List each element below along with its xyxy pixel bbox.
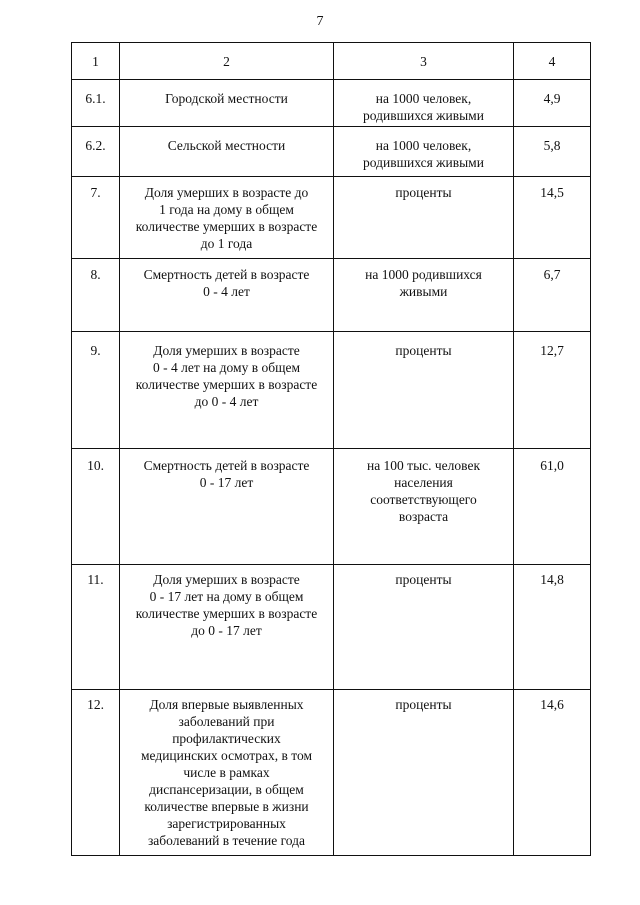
indicator-value: 5,8 bbox=[514, 127, 591, 177]
unit-of-measure: проценты bbox=[334, 332, 514, 449]
column-header: 3 bbox=[334, 43, 514, 80]
indicator-name: Смертность детей в возрасте 0 - 4 лет bbox=[120, 259, 334, 332]
column-header: 2 bbox=[120, 43, 334, 80]
indicator-value: 14,6 bbox=[514, 690, 591, 856]
table-header-row bbox=[72, 43, 591, 80]
indicator-value: 12,7 bbox=[514, 332, 591, 449]
indicator-value: 6,7 bbox=[514, 259, 591, 332]
table-row bbox=[72, 690, 591, 856]
indicator-value: 61,0 bbox=[514, 449, 591, 565]
table-row bbox=[72, 565, 591, 690]
table-row bbox=[72, 332, 591, 449]
indicator-name: Доля умерших в возрасте 0 - 4 лет на дому в общем количестве умерших в возрасте до 0 - 4 лет bbox=[120, 332, 334, 449]
unit-of-measure: проценты bbox=[334, 177, 514, 259]
indicator-name: Доля впервые выявленных заболеваний при профилактических медицинских осмотрах, в том числе в рамках диспансеризации, в общем количестве впервые в жизни зарегистрированных заболеваний в течение года bbox=[120, 690, 334, 856]
column-header: 1 bbox=[72, 43, 120, 80]
unit-of-measure: проценты bbox=[334, 690, 514, 856]
unit-of-measure: на 1000 человек, родившихся живыми bbox=[334, 80, 514, 127]
table-row bbox=[72, 449, 591, 565]
indicator-name: Смертность детей в возрасте 0 - 17 лет bbox=[120, 449, 334, 565]
row-number: 7. bbox=[72, 177, 120, 259]
indicator-name: Городской местности bbox=[120, 80, 334, 127]
row-number: 9. bbox=[72, 332, 120, 449]
column-header: 4 bbox=[514, 43, 591, 80]
table-row bbox=[72, 177, 591, 259]
indicator-value: 14,5 bbox=[514, 177, 591, 259]
unit-of-measure: на 100 тыс. человек населения соответствующего возраста bbox=[334, 449, 514, 565]
indicator-name: Доля умерших в возрасте 0 - 17 лет на дому в общем количестве умерших в возрасте до 0 - 17 лет bbox=[120, 565, 334, 690]
table-row bbox=[72, 259, 591, 332]
table-row bbox=[72, 127, 591, 177]
row-number: 10. bbox=[72, 449, 120, 565]
indicator-name: Доля умерших в возрасте до 1 года на дому в общем количестве умерших в возрасте до 1 года bbox=[120, 177, 334, 259]
indicator-value: 14,8 bbox=[514, 565, 591, 690]
indicators-table bbox=[71, 42, 591, 856]
unit-of-measure: на 1000 человек, родившихся живыми bbox=[334, 127, 514, 177]
row-number: 12. bbox=[72, 690, 120, 856]
indicator-name: Сельской местности bbox=[120, 127, 334, 177]
unit-of-measure: проценты bbox=[334, 565, 514, 690]
row-number: 8. bbox=[72, 259, 120, 332]
table-row bbox=[72, 80, 591, 127]
unit-of-measure: на 1000 родившихся живыми bbox=[334, 259, 514, 332]
row-number: 6.1. bbox=[72, 80, 120, 127]
row-number: 11. bbox=[72, 565, 120, 690]
indicator-value: 4,9 bbox=[514, 80, 591, 127]
row-number: 6.2. bbox=[72, 127, 120, 177]
page-number: 7 bbox=[316, 14, 324, 29]
